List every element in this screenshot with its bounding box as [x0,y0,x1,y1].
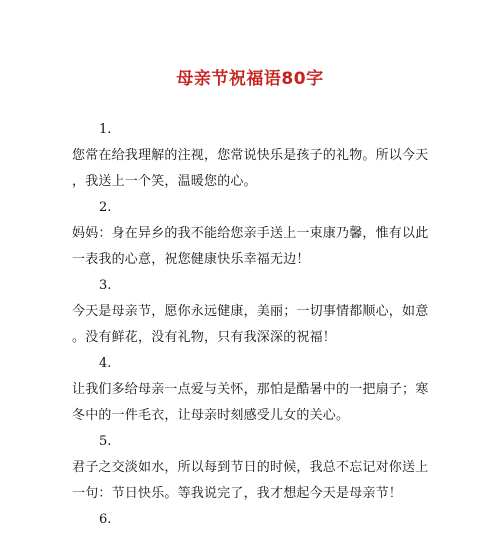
entry-6 [72,507,442,533]
entry-line: 君子之交淡如水，所以每到节日的时候，我总不忘记对你送上 [72,460,429,475]
entry-3 [72,273,442,351]
entry-number: 6. [99,512,112,527]
entry-5 [72,429,442,507]
entry-number: 4. [99,356,112,371]
entry-line: 您常在给我理解的注视，您常说快乐是孩子的礼物。所以今天 [72,148,429,163]
entry-number: 2. [99,200,112,215]
entry-4 [72,351,442,429]
entry-line: ，我送上一个笑，温暖您的心。 [72,174,257,189]
entry-number: 5. [99,434,112,449]
entry-line: 一表我的心意，祝您健康快乐幸福无边！ [72,252,310,267]
entry-line: 冬中的一件毛衣，让母亲时刻感受儿女的关心。 [72,408,350,423]
entry-1 [72,117,442,195]
document-title: 母亲节祝福语80字 [176,69,324,89]
entry-line: 。没有鲜花，没有礼物，只有我深深的祝福！ [72,330,337,345]
entry-line: 让我们多给母亲一点爱与关怀，那怕是酷暑中的一把扇子；寒 [72,382,429,397]
entry-number: 3. [99,278,112,293]
entry-line: 今天是母亲节，愿你永远健康，美丽；一切事情都顺心，如意 [72,304,429,319]
entry-2 [72,195,442,273]
entry-number: 1. [99,122,112,137]
entry-line: 一句：节日快乐。等我说完了，我才想起今天是母亲节！ [72,486,403,501]
entry-line: 妈妈：身在异乡的我不能给您亲手送上一束康乃馨，惟有以此 [72,226,429,241]
document-body [72,117,442,533]
